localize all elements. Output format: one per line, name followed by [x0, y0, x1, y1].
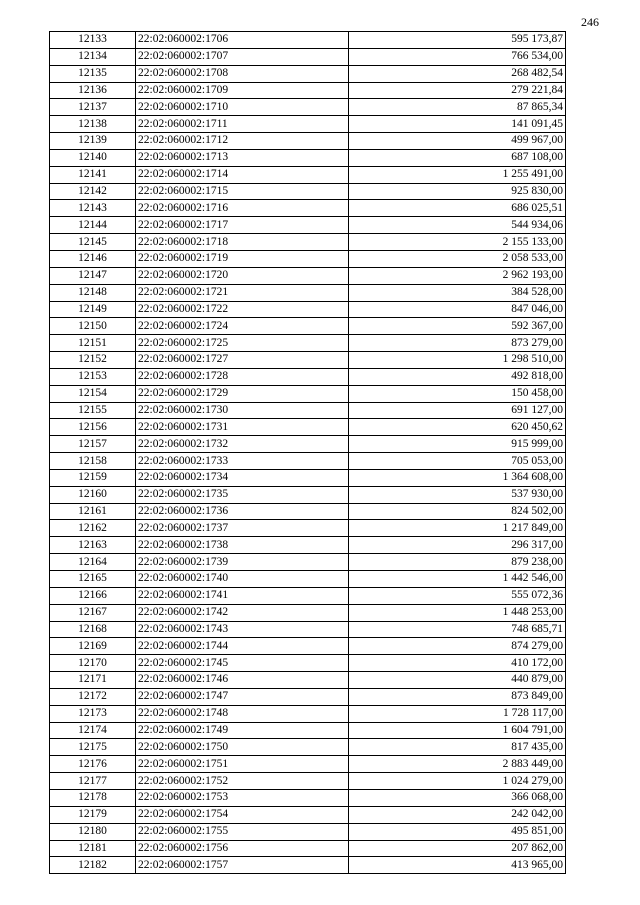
value-cell: 879 238,00: [349, 554, 566, 571]
cadastral-number-cell: 22:02:060002:1714: [136, 166, 349, 183]
value-cell: 1 364 608,00: [349, 469, 566, 486]
row-number-cell: 12174: [50, 722, 136, 739]
cadastral-number-cell: 22:02:060002:1745: [136, 655, 349, 672]
row-number-cell: 12152: [50, 352, 136, 369]
row-number-cell: 12140: [50, 149, 136, 166]
row-number-cell: 12145: [50, 234, 136, 251]
table-row: [50, 200, 566, 217]
cadastral-number-cell: 22:02:060002:1722: [136, 301, 349, 318]
row-number-cell: 12178: [50, 789, 136, 806]
value-cell: 207 862,00: [349, 840, 566, 857]
table-row: [50, 806, 566, 823]
cadastral-number-cell: 22:02:060002:1720: [136, 267, 349, 284]
row-number-cell: 12156: [50, 419, 136, 436]
value-cell: 592 367,00: [349, 318, 566, 335]
value-cell: 691 127,00: [349, 402, 566, 419]
cadastral-number-cell: 22:02:060002:1743: [136, 621, 349, 638]
row-number-cell: 12172: [50, 688, 136, 705]
table-row: [50, 217, 566, 234]
value-cell: 1 442 546,00: [349, 571, 566, 588]
value-cell: 150 458,00: [349, 385, 566, 402]
table-row: [50, 301, 566, 318]
cadastral-number-cell: 22:02:060002:1715: [136, 183, 349, 200]
cadastral-number-cell: 22:02:060002:1748: [136, 705, 349, 722]
value-cell: 1 728 117,00: [349, 705, 566, 722]
row-number-cell: 12139: [50, 133, 136, 150]
value-cell: 279 221,84: [349, 82, 566, 99]
value-cell: 242 042,00: [349, 806, 566, 823]
row-number-cell: 12166: [50, 587, 136, 604]
value-cell: 366 068,00: [349, 789, 566, 806]
table-row: [50, 166, 566, 183]
value-cell: 492 818,00: [349, 368, 566, 385]
cadastral-number-cell: 22:02:060002:1750: [136, 739, 349, 756]
table-row: [50, 133, 566, 150]
cadastral-number-cell: 22:02:060002:1747: [136, 688, 349, 705]
table-row: [50, 789, 566, 806]
value-cell: 748 685,71: [349, 621, 566, 638]
row-number-cell: 12146: [50, 250, 136, 267]
row-number-cell: 12148: [50, 284, 136, 301]
cadastral-number-cell: 22:02:060002:1730: [136, 402, 349, 419]
value-cell: 687 108,00: [349, 149, 566, 166]
row-number-cell: 12155: [50, 402, 136, 419]
cadastral-number-cell: 22:02:060002:1754: [136, 806, 349, 823]
table-row: [50, 32, 566, 49]
value-cell: 413 965,00: [349, 857, 566, 874]
table-row: [50, 503, 566, 520]
table-row: [50, 48, 566, 65]
table-row: [50, 335, 566, 352]
row-number-cell: 12137: [50, 99, 136, 116]
row-number-cell: 12163: [50, 537, 136, 554]
cadastral-number-cell: 22:02:060002:1711: [136, 116, 349, 133]
cadastral-number-cell: 22:02:060002:1736: [136, 503, 349, 520]
row-number-cell: 12167: [50, 604, 136, 621]
row-number-cell: 12176: [50, 756, 136, 773]
cadastral-number-cell: 22:02:060002:1727: [136, 352, 349, 369]
value-cell: 705 053,00: [349, 453, 566, 470]
row-number-cell: 12177: [50, 773, 136, 790]
value-cell: 440 879,00: [349, 672, 566, 689]
cadastral-number-cell: 22:02:060002:1755: [136, 823, 349, 840]
cadastral-number-cell: 22:02:060002:1751: [136, 756, 349, 773]
row-number-cell: 12168: [50, 621, 136, 638]
row-number-cell: 12182: [50, 857, 136, 874]
cadastral-number-cell: 22:02:060002:1757: [136, 857, 349, 874]
table-row: [50, 840, 566, 857]
cadastral-number-cell: 22:02:060002:1729: [136, 385, 349, 402]
table-row: [50, 739, 566, 756]
cadastral-number-cell: 22:02:060002:1734: [136, 469, 349, 486]
table-row: [50, 318, 566, 335]
cadastral-number-cell: 22:02:060002:1742: [136, 604, 349, 621]
value-cell: 1 448 253,00: [349, 604, 566, 621]
value-cell: 2 155 133,00: [349, 234, 566, 251]
row-number-cell: 12158: [50, 453, 136, 470]
cadastral-number-cell: 22:02:060002:1733: [136, 453, 349, 470]
cadastral-number-cell: 22:02:060002:1708: [136, 65, 349, 82]
row-number-cell: 12159: [50, 469, 136, 486]
cadastral-number-cell: 22:02:060002:1719: [136, 250, 349, 267]
value-cell: 410 172,00: [349, 655, 566, 672]
cadastral-number-cell: 22:02:060002:1725: [136, 335, 349, 352]
cadastral-number-cell: 22:02:060002:1709: [136, 82, 349, 99]
row-number-cell: 12169: [50, 638, 136, 655]
cadastral-number-cell: 22:02:060002:1741: [136, 587, 349, 604]
value-cell: 495 851,00: [349, 823, 566, 840]
cadastral-number-cell: 22:02:060002:1712: [136, 133, 349, 150]
value-cell: 296 317,00: [349, 537, 566, 554]
cadastral-number-cell: 22:02:060002:1731: [136, 419, 349, 436]
row-number-cell: 12133: [50, 32, 136, 49]
page-number: 246: [581, 15, 599, 29]
table-row: [50, 705, 566, 722]
table-row: [50, 638, 566, 655]
registry-table-body: [50, 32, 566, 874]
value-cell: 873 279,00: [349, 335, 566, 352]
table-row: [50, 823, 566, 840]
value-cell: 555 072,36: [349, 587, 566, 604]
cadastral-number-cell: 22:02:060002:1738: [136, 537, 349, 554]
row-number-cell: 12179: [50, 806, 136, 823]
cadastral-number-cell: 22:02:060002:1752: [136, 773, 349, 790]
table-row: [50, 756, 566, 773]
value-cell: 544 934,06: [349, 217, 566, 234]
row-number-cell: 12136: [50, 82, 136, 99]
table-row: [50, 116, 566, 133]
cadastral-number-cell: 22:02:060002:1724: [136, 318, 349, 335]
value-cell: 915 999,00: [349, 436, 566, 453]
value-cell: 2 058 533,00: [349, 250, 566, 267]
value-cell: 537 930,00: [349, 486, 566, 503]
row-number-cell: 12147: [50, 267, 136, 284]
table-row: [50, 672, 566, 689]
value-cell: 384 528,00: [349, 284, 566, 301]
row-number-cell: 12138: [50, 116, 136, 133]
row-number-cell: 12153: [50, 368, 136, 385]
value-cell: 1 024 279,00: [349, 773, 566, 790]
table-row: [50, 368, 566, 385]
row-number-cell: 12135: [50, 65, 136, 82]
table-row: [50, 149, 566, 166]
table-row: [50, 604, 566, 621]
cadastral-number-cell: 22:02:060002:1749: [136, 722, 349, 739]
value-cell: 499 967,00: [349, 133, 566, 150]
cadastral-number-cell: 22:02:060002:1728: [136, 368, 349, 385]
value-cell: 873 849,00: [349, 688, 566, 705]
value-cell: 817 435,00: [349, 739, 566, 756]
cadastral-number-cell: 22:02:060002:1721: [136, 284, 349, 301]
value-cell: 847 046,00: [349, 301, 566, 318]
row-number-cell: 12181: [50, 840, 136, 857]
table-row: [50, 385, 566, 402]
value-cell: 874 279,00: [349, 638, 566, 655]
row-number-cell: 12175: [50, 739, 136, 756]
table-row: [50, 571, 566, 588]
cadastral-number-cell: 22:02:060002:1718: [136, 234, 349, 251]
cadastral-number-cell: 22:02:060002:1706: [136, 32, 349, 49]
table-row: [50, 587, 566, 604]
table-row: [50, 520, 566, 537]
value-cell: 620 450,62: [349, 419, 566, 436]
row-number-cell: 12170: [50, 655, 136, 672]
row-number-cell: 12157: [50, 436, 136, 453]
row-number-cell: 12160: [50, 486, 136, 503]
row-number-cell: 12173: [50, 705, 136, 722]
row-number-cell: 12134: [50, 48, 136, 65]
table-row: [50, 486, 566, 503]
value-cell: 686 025,51: [349, 200, 566, 217]
table-row: [50, 554, 566, 571]
cadastral-number-cell: 22:02:060002:1716: [136, 200, 349, 217]
registry-table: [49, 31, 566, 874]
row-number-cell: 12164: [50, 554, 136, 571]
table-row: [50, 250, 566, 267]
value-cell: 1 255 491,00: [349, 166, 566, 183]
value-cell: 595 173,87: [349, 32, 566, 49]
row-number-cell: 12162: [50, 520, 136, 537]
table-row: [50, 99, 566, 116]
value-cell: 87 865,34: [349, 99, 566, 116]
table-row: [50, 183, 566, 200]
cadastral-number-cell: 22:02:060002:1744: [136, 638, 349, 655]
cadastral-number-cell: 22:02:060002:1746: [136, 672, 349, 689]
value-cell: 925 830,00: [349, 183, 566, 200]
value-cell: 2 962 193,00: [349, 267, 566, 284]
table-row: [50, 621, 566, 638]
row-number-cell: 12165: [50, 571, 136, 588]
cadastral-number-cell: 22:02:060002:1735: [136, 486, 349, 503]
value-cell: 1 298 510,00: [349, 352, 566, 369]
table-row: [50, 82, 566, 99]
table-row: [50, 453, 566, 470]
table-row: [50, 688, 566, 705]
cadastral-number-cell: 22:02:060002:1756: [136, 840, 349, 857]
table-row: [50, 352, 566, 369]
table-row: [50, 537, 566, 554]
table-row: [50, 655, 566, 672]
value-cell: 824 502,00: [349, 503, 566, 520]
row-number-cell: 12149: [50, 301, 136, 318]
cadastral-number-cell: 22:02:060002:1732: [136, 436, 349, 453]
value-cell: 268 482,54: [349, 65, 566, 82]
row-number-cell: 12161: [50, 503, 136, 520]
cadastral-number-cell: 22:02:060002:1710: [136, 99, 349, 116]
value-cell: 141 091,45: [349, 116, 566, 133]
cadastral-number-cell: 22:02:060002:1753: [136, 789, 349, 806]
cadastral-number-cell: 22:02:060002:1713: [136, 149, 349, 166]
cadastral-number-cell: 22:02:060002:1737: [136, 520, 349, 537]
cadastral-number-cell: 22:02:060002:1739: [136, 554, 349, 571]
row-number-cell: 12150: [50, 318, 136, 335]
table-row: [50, 267, 566, 284]
row-number-cell: 12142: [50, 183, 136, 200]
row-number-cell: 12154: [50, 385, 136, 402]
value-cell: 2 883 449,00: [349, 756, 566, 773]
value-cell: 766 534,00: [349, 48, 566, 65]
cadastral-number-cell: 22:02:060002:1717: [136, 217, 349, 234]
row-number-cell: 12144: [50, 217, 136, 234]
table-row: [50, 284, 566, 301]
table-row: [50, 469, 566, 486]
table-row: [50, 402, 566, 419]
table-row: [50, 722, 566, 739]
table-row: [50, 857, 566, 874]
row-number-cell: 12180: [50, 823, 136, 840]
cadastral-number-cell: 22:02:060002:1707: [136, 48, 349, 65]
table-row: [50, 773, 566, 790]
value-cell: 1 604 791,00: [349, 722, 566, 739]
table-row: [50, 419, 566, 436]
value-cell: 1 217 849,00: [349, 520, 566, 537]
row-number-cell: 12171: [50, 672, 136, 689]
table-row: [50, 65, 566, 82]
row-number-cell: 12143: [50, 200, 136, 217]
row-number-cell: 12141: [50, 166, 136, 183]
row-number-cell: 12151: [50, 335, 136, 352]
table-row: [50, 234, 566, 251]
cadastral-number-cell: 22:02:060002:1740: [136, 571, 349, 588]
table-row: [50, 436, 566, 453]
